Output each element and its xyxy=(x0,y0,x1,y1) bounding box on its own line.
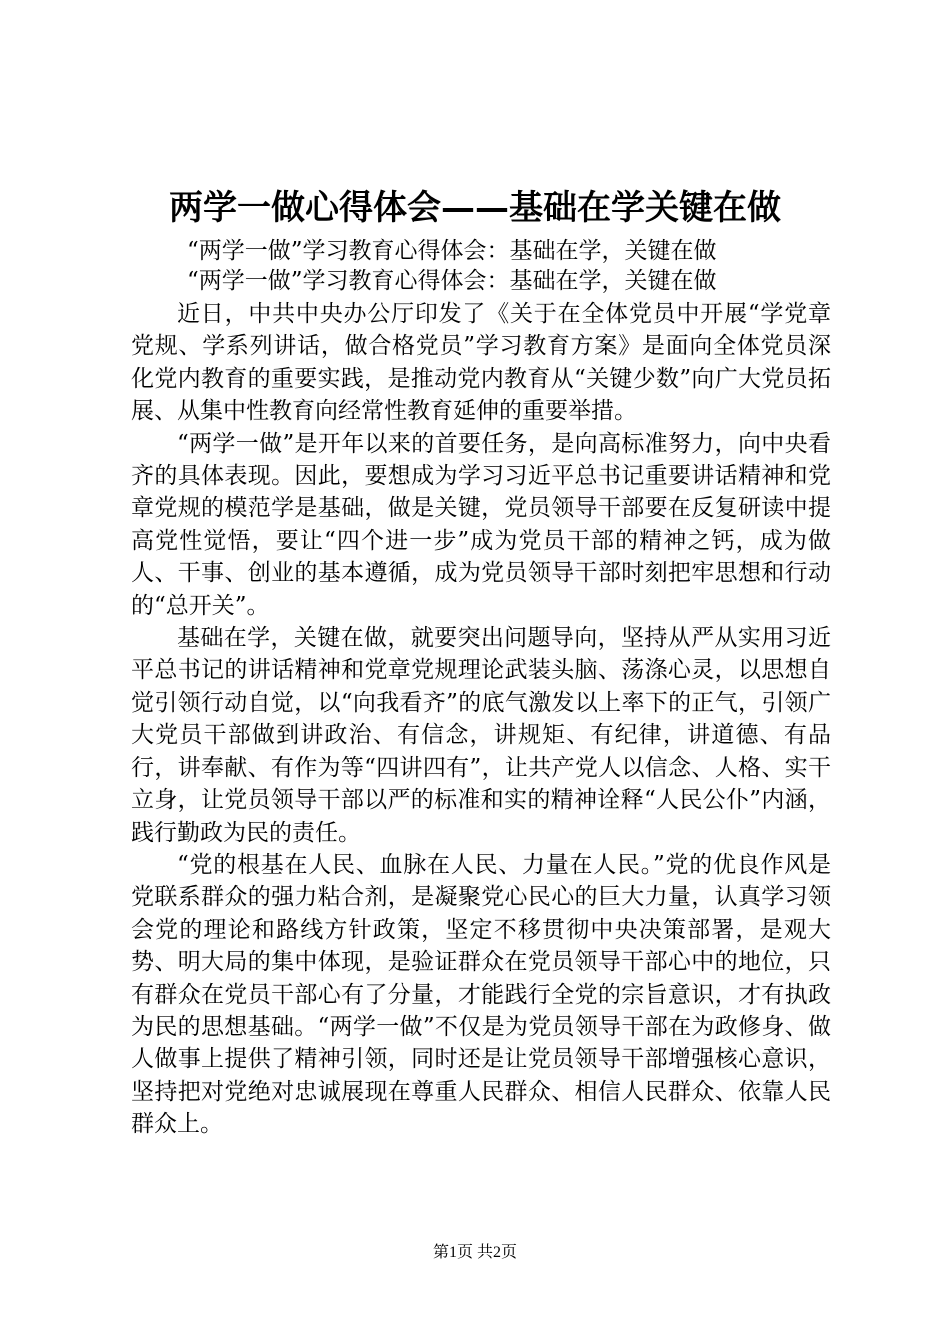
page-number-footer: 第1页 共2页 xyxy=(432,1244,517,1261)
subtitle-line: “两学一做”学习教育心得体会：基础在学，关键在做 xyxy=(187,268,717,294)
body-paragraph: 近日，中共中央办公厅印发了《关于在全体党员中开展“学党章党规、学系列讲话，做合格党员”学习教育方案》是面向全体党员深化党内教育的重要实践，是推动党内教育从“关键少数”向广大党员拓展、从集中性教育向经常性教育延伸的重要举措。 xyxy=(131,301,831,425)
body-paragraph: 基础在学，关键在做，就要突出问题导向，坚持从严从实用习近平总书记的讲话精神和党章党规理论武装头脑、荡涤心灵，以思想自觉引领行动自觉，以“向我看齐”的底气激发以上率下的正气，引领广大党员干部做到讲政治、有信念，讲规矩、有纪律，讲道德、有品行，讲奉献、有作为等“四讲四有”，让共产党人以信念、人格、实干立身，让党员领导干部以严的标准和实的精神诠释“人民公仆”内涵，践行勤政为民的责任。 xyxy=(131,625,831,846)
subtitle-line: “两学一做”学习教育心得体会：基础在学，关键在做 xyxy=(187,238,717,264)
document-title: 两学一做心得体会——基础在学关键在做 xyxy=(169,188,781,228)
document-body xyxy=(131,298,831,1141)
body-paragraph: “党的根基在人民、血脉在人民、力量在人民。”党的优良作风是党联系群众的强力粘合剂，是凝聚党心民心的巨大力量，认真学习领会党的理论和路线方针政策，坚定不移贯彻中央决策部署，是观大势、明大局的集中体现，是验证群众在党员领导干部心中的地位，只有群众在党员干部心有了分量，才能践行全党的宗旨意识，才有执政为民的思想基础。“两学一做”不仅是为党员领导干部在为政修身、做人做事上提供了精神引领，同时还是让党员领导干部增强核心意识，坚持把对党绝对忠诚展现在尊重人民群众、相信人民群众、依靠人民群众上。 xyxy=(131,851,831,1138)
body-paragraph: “两学一做”是开年以来的首要任务，是向高标准努力，向中央看齐的具体表现。因此，要想成为学习习近平总书记重要讲话精神和党章党规的模范学是基础，做是关键，党员领导干部要在反复研读中提高党性觉悟，要让“四个进一步”成为党员干部的精神之钙，成为做人、干事、创业的基本遵循，成为党员领导干部时刻把牢思想和行动的“总开关”。 xyxy=(131,430,831,619)
